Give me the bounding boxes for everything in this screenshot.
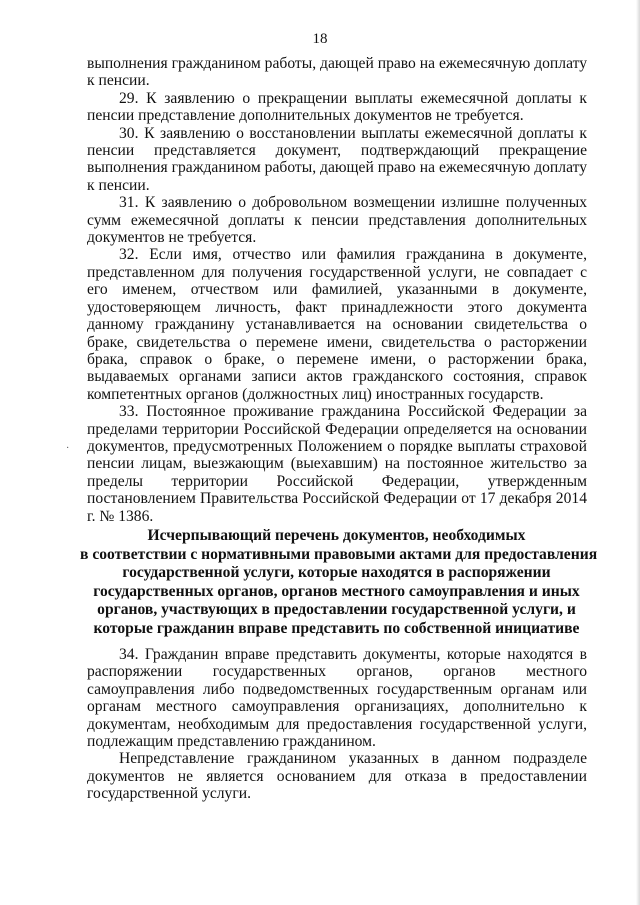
- section-heading-line: Исчерпывающий перечень документов, необходимых: [147, 527, 526, 544]
- paragraph-continuation: выполнения гражданином работы, дающей право на ежемесячную доплату к пенсии.: [87, 55, 587, 90]
- section-heading-line: государственных органов, органов местного самоуправления и иных: [93, 582, 580, 600]
- paragraph-32: 32. Если имя, отчество или фамилия гражданина в документе, представленном для получения государственной услуги, не совпадает с его именем, отчеством или фамилией, указанными в документе, удостоверяющем личность, факт принадлежности этого документа данному гражданину устанавливается на основании свидетельства о браке, свидетельства о перемене имени, свидетельства о расторжении брака, справок о браке, о перемене имени, о расторжении брака, выдаваемых органами записи актов гражданского состояния, справок компетентных органов (должностных лиц) иностранных государств.: [87, 246, 587, 403]
- section-heading: [80, 527, 598, 638]
- section-heading-line: государственной услуги, которые находятся в распоряжении: [122, 564, 551, 581]
- paragraph-29: 29. К заявлению о прекращении выплаты ежемесячной доплаты к пенсии представление дополнительных документов не требуется.: [87, 89, 587, 125]
- scan-edge-shadow: [636, 0, 640, 905]
- paragraph-34: 34. Гражданин вправе представить документы, которые находятся в распоряжении государственных органов, органов местного самоуправления либо подведомственных государственным органам или органам местного самоуправления организациях, дополнительно к документам, необходимым для предоставления государственной услуги, подлежащим представлению гражданином.: [87, 646, 587, 751]
- section-heading-line: органов, участвующих в предоставлении государственной услуги, и: [97, 601, 576, 618]
- scan-mark: ·: [66, 443, 70, 454]
- paragraph-31: 31. К заявлению о добровольном возмещении излишне полученных сумм ежемесячной доплаты к пенсии представления дополнительных документов не требуется.: [87, 194, 587, 247]
- section-heading-line: в соответствии с нормативными правовыми актами для предоставления: [80, 545, 598, 563]
- paragraph-30: 30. К заявлению о восстановлении выплаты ежемесячной доплаты к пенсии представляется документ, подтверждающий прекращение выполнения гражданином работы, дающей право на ежемесячную доплату к пенсии.: [87, 124, 587, 194]
- top-text-block: [87, 55, 587, 525]
- page-number: 18: [312, 31, 328, 47]
- paragraph-nonsubmission: Непредставление гражданином указанных в данном подразделе документов не является основанием для отказа в предоставлении государственной услуги.: [87, 750, 587, 803]
- paragraph-33: 33. Постоянное проживание гражданина Российской Федерации за пределами территории Российской Федерации определяется на основании документов, предусмотренных Положением о порядке выплаты страховой пенсии лицам, выезжающим (выехавшим) на постоянное жительство за пределы территории Российской Федерации, утвержденным постановлением Правительства Российской Федерации от 17 декабря 2014 г. № 1386.: [87, 403, 587, 525]
- bottom-text-block: [87, 646, 587, 803]
- section-heading-line: которые гражданин вправе представить по собственной инициативе: [93, 619, 580, 637]
